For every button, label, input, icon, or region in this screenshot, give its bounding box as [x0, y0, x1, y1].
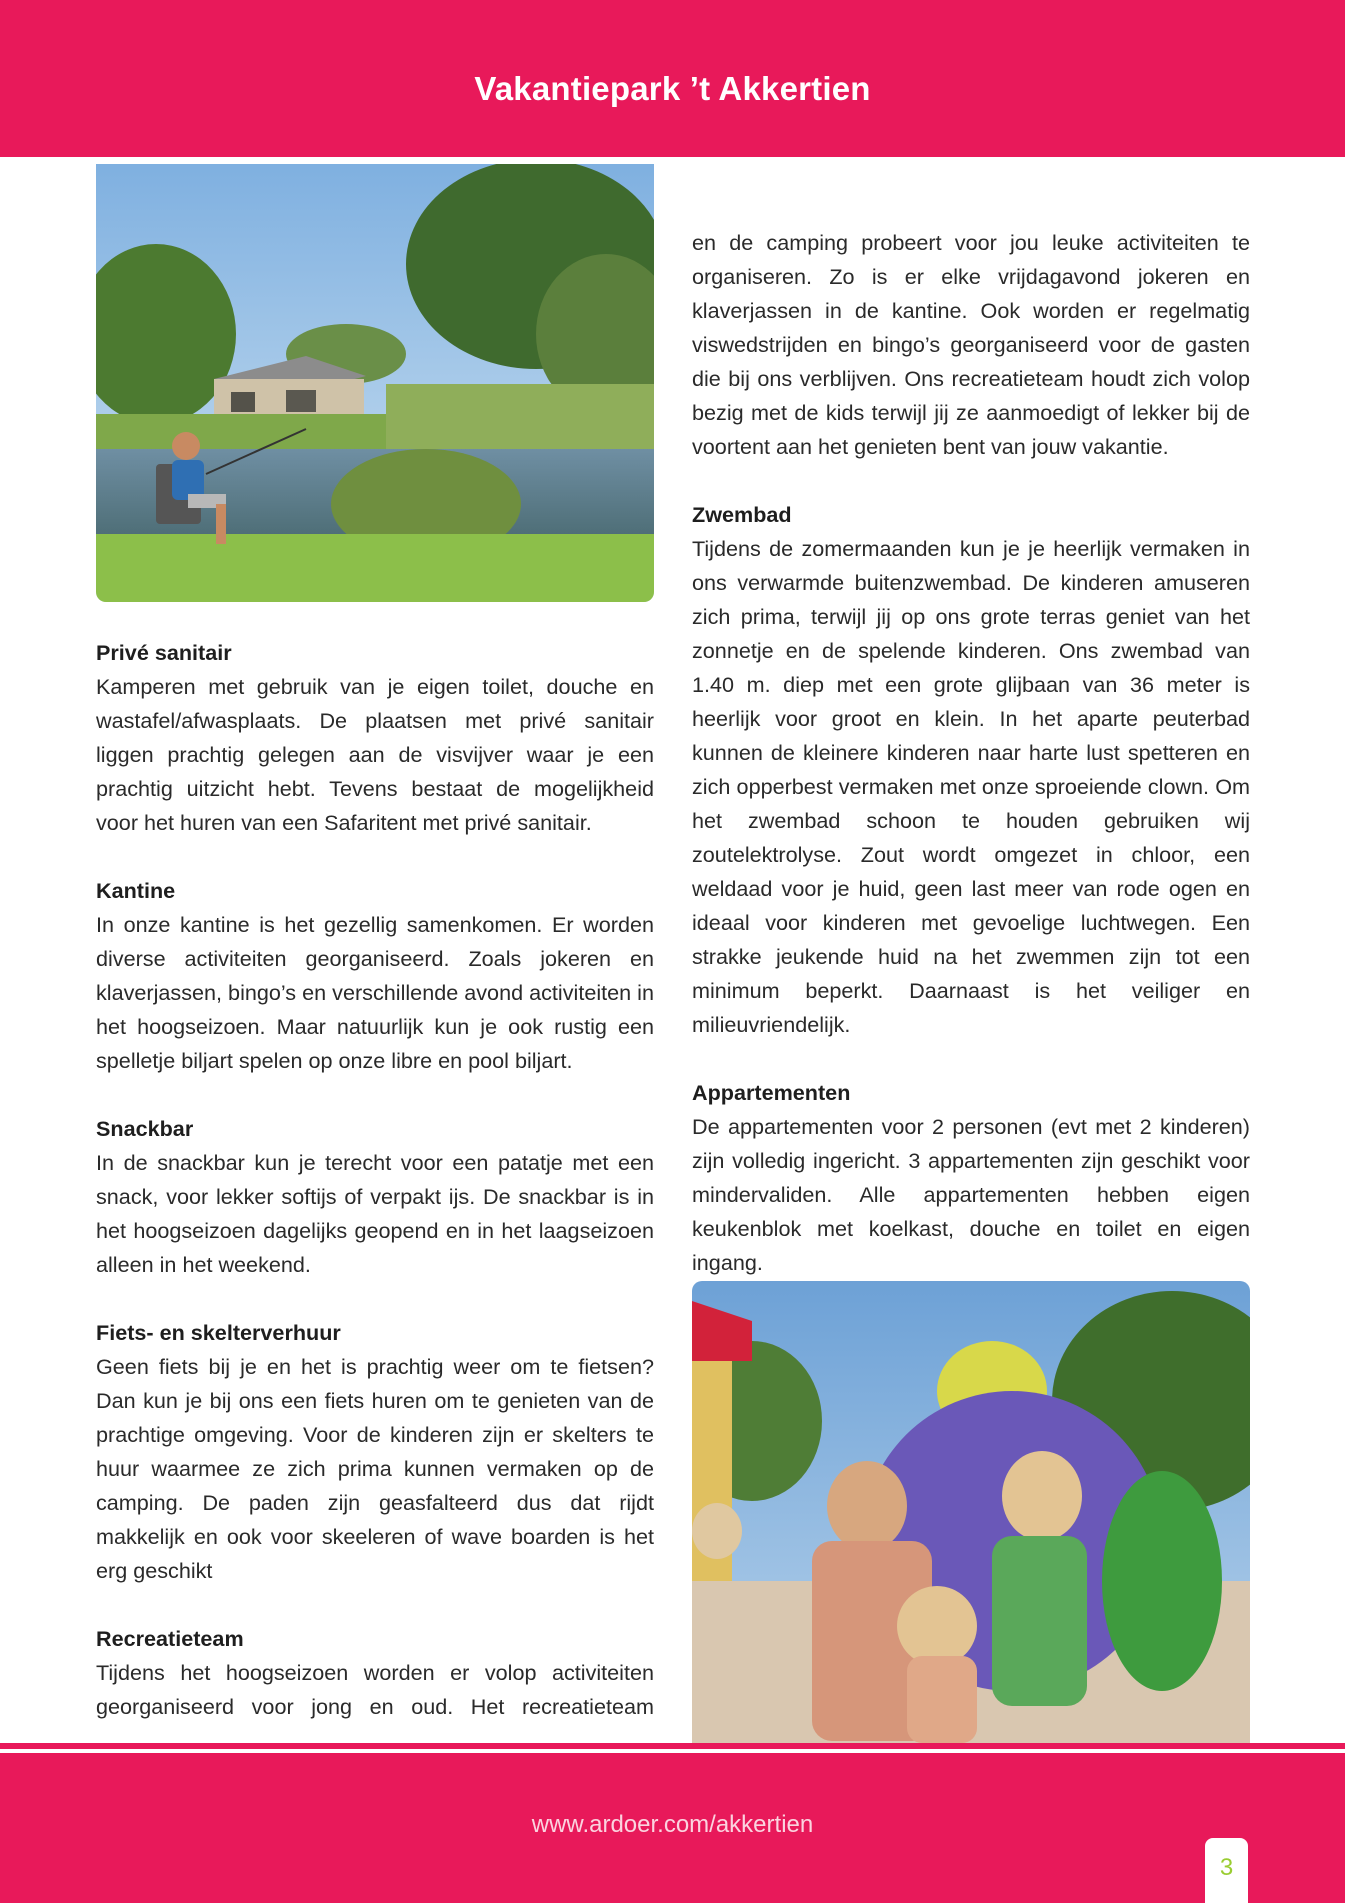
section-appartementen [692, 1076, 1250, 1280]
fishing-by-pond-photo [96, 164, 654, 602]
footer-divider [0, 1743, 1345, 1761]
website-link[interactable]: www.ardoer.com/akkertien [531, 1811, 814, 1838]
recreatieteam-continuation [692, 226, 1250, 464]
section-heading: Kantine [96, 878, 176, 903]
section-fietsverhuur [96, 1316, 654, 1588]
section-text: In de snackbar kun je terecht voor een patatje met een snack, voor lekker softijs of verpakt ijs. De snackbar is in het hoogseizoen dagelijks geopend en in het laagseizoen alleen in het weekend. [96, 1150, 654, 1277]
right-column [692, 226, 1250, 1280]
page-footer [0, 1761, 1345, 1903]
section-text: Kamperen met gebruik van je eigen toilet, douche en wastafel/afwasplaats. De plaatsen met privé sanitair liggen prachtig gelegen aan de visvijver waar je een prachtig uitzicht hebt. Tevens bestaat de mogelijkheid voor het huren van een Safaritent met privé sanitair. [96, 674, 654, 835]
section-zwembad [692, 498, 1250, 1042]
page-title: Vakantiepark ’t Akkertien [474, 70, 871, 107]
section-text: Tijdens de zomermaanden kun je je heerlijk vermaken in ons verwarmde buitenzwembad. De kinderen amuseren zich prima, terwijl jij op ons grote terras geniet van het zonnetje en de spelende kinderen. Ons zwembad van 1.40 m. diep met een grote glijbaan van 36 meter is heerlijk voor groot en klein. In het aparte peuterbad kunnen de kleinere kinderen naar harte lust spetteren en zich opperbest vermaken met onze sproeiende clown. Om het zwembad schoon te houden gebruiken wij zoutelektrolyse. Zout wordt omgezet in chloor, een weldaad voor je huid, geen last meer van rode ogen en ideaal voor kinderen met gevoelige luchtwegen. Een strakke jeukende huid na het zwemmen zijn tot een minimum beperkt. Daarnaast is het veiliger en milieuvriendelijk. [692, 536, 1250, 1037]
section-recreatieteam [96, 1622, 654, 1724]
section-heading: Fiets- en skelterverhuur [96, 1320, 341, 1345]
section-text: en de camping probeert voor jou leuke activiteiten te organiseren. Zo is er elke vrijdagavond jokeren en klaverjassen in de kantine. Ook worden er regelmatig viswedstrijden en bingo’s georganiseerd voor de gasten die bij ons verblijven. Ons recreatieteam houdt zich volop bezig met de kids terwijl jij ze aanmoedigt of lekker bij de voortent aan het genieten bent van jouw vakantie. [692, 230, 1250, 459]
children-with-mascot-photo [692, 1281, 1250, 1743]
section-text: In onze kantine is het gezellig samenkomen. Er worden diverse activiteiten georganiseerd. Zoals jokeren en klaverjassen, bingo’s en verschillende avond activiteiten in het hoogseizoen. Maar natuurlijk kun je ook rustig een spelletje biljart spelen op onze libre en pool biljart. [96, 912, 654, 1073]
section-heading: Privé sanitair [96, 640, 232, 665]
section-text: Geen fiets bij je en het is prachtig weer om te fietsen? Dan kun je bij ons een fiets huren om te genieten van de prachtige omgeving. Voor de kinderen zijn er skelters te huur waarmee ze zich prima kunnen vermaken op de camping. De paden zijn geasfalteerd dus dat rijdt makkelijk en ook voor skeeleren of wave boarden is het erg geschikt [96, 1354, 654, 1583]
section-heading: Snackbar [96, 1116, 194, 1141]
section-text: De appartementen voor 2 personen (evt met 2 kinderen) zijn volledig ingericht. 3 appartementen zijn geschikt voor mindervaliden. Alle appartementen hebben eigen keukenblok met koelkast, douche en toilet en eigen ingang. [692, 1114, 1250, 1275]
section-heading: Zwembad [692, 502, 792, 527]
section-text: Tijdens het hoogseizoen worden er volop activiteiten georganiseerd voor jong en oud. Het recreatieteam [96, 1660, 654, 1719]
section-heading: Appartementen [692, 1080, 851, 1105]
left-column [96, 164, 654, 1724]
section-kantine [96, 874, 654, 1078]
page-header [0, 0, 1345, 157]
section-prive-sanitair [96, 636, 654, 840]
page-number: 3 [1205, 1838, 1248, 1903]
section-heading: Recreatieteam [96, 1626, 244, 1651]
section-snackbar [96, 1112, 654, 1282]
